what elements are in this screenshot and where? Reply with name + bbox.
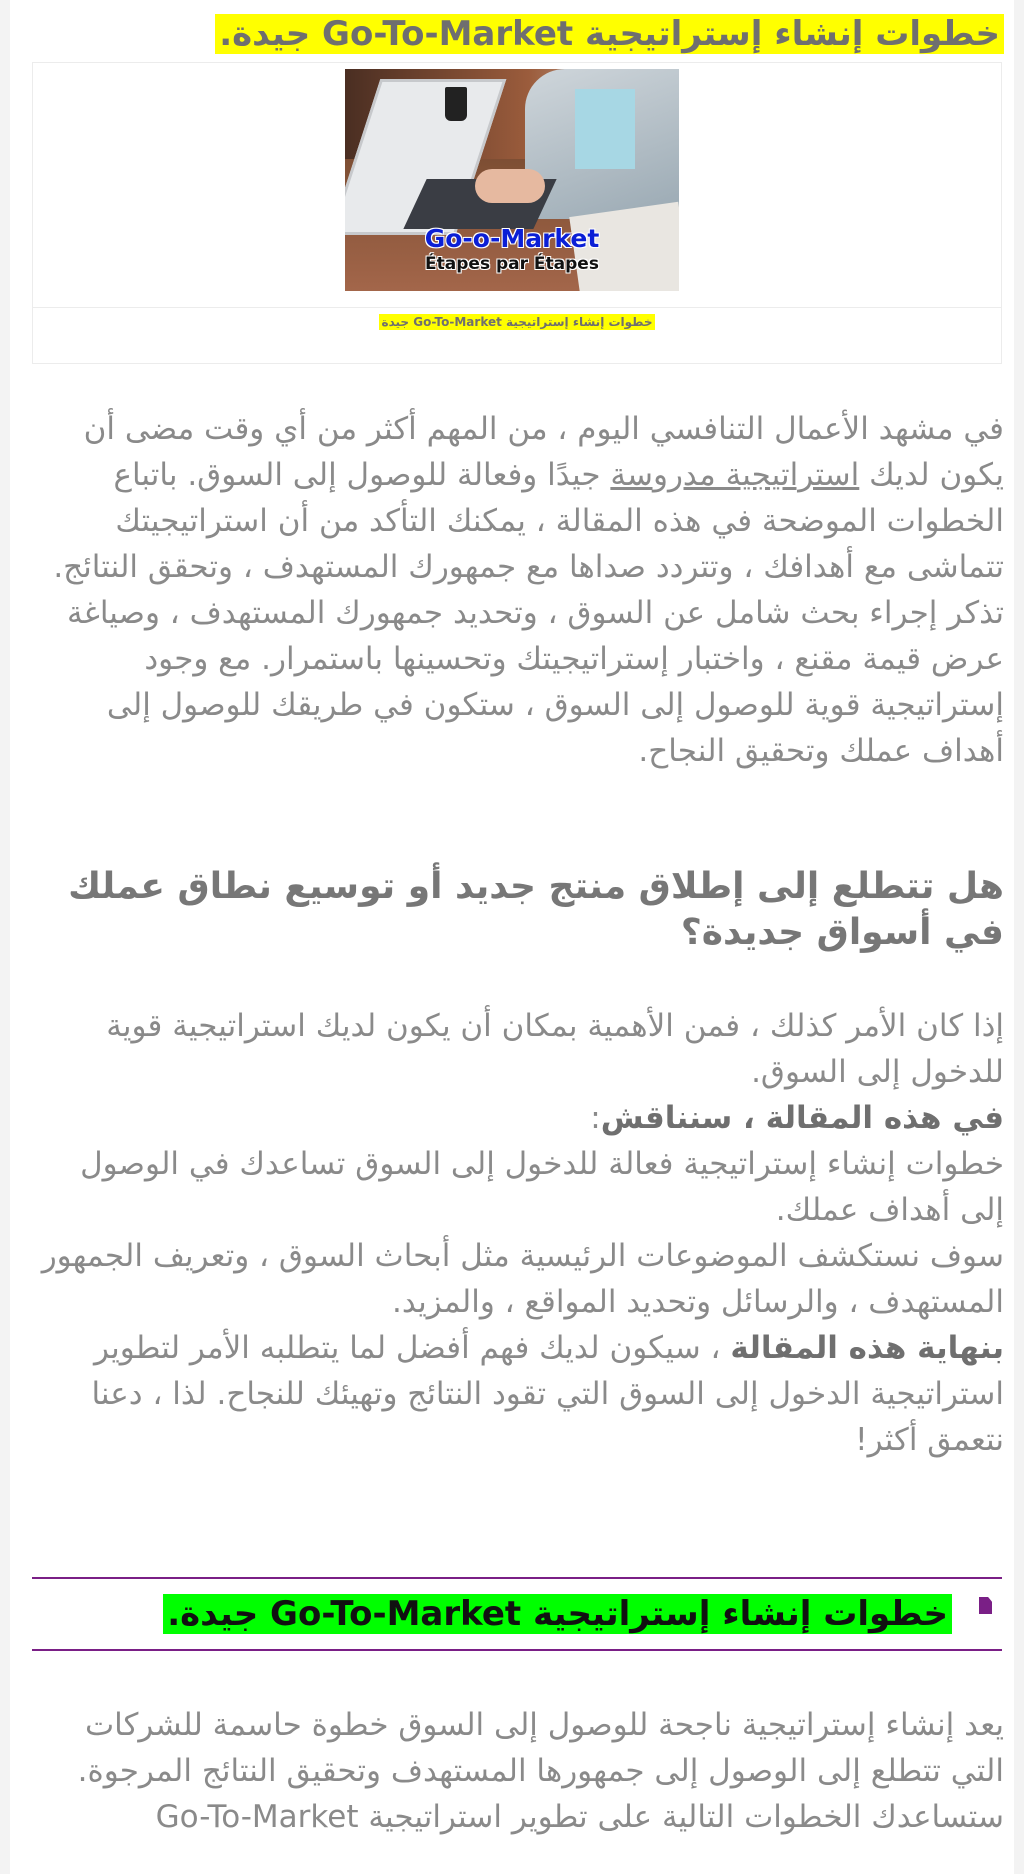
image-hands	[475, 169, 545, 203]
figure-divider	[33, 307, 1001, 308]
strategy-link[interactable]: استراتيجية مدروسة	[610, 457, 860, 493]
image-cup	[445, 87, 467, 121]
document-icon	[979, 1597, 992, 1614]
body-line-2: خطوات إنشاء إستراتيجية فعالة للدخول إلى السوق تساعدك في الوصول إلى أهداف عملك.	[80, 1146, 1004, 1228]
body-paragraph	[32, 1003, 1004, 1463]
body-line-3: سوف نستكشف الموضوعات الرئيسية مثل أبحاث السوق ، وتعريف الجمهور المستهدف ، والرسائل وتحديد المواقع ، والمزيد.	[41, 1238, 1004, 1320]
figure-caption-text: خطوات إنشاء إستراتيجية Go-To-Market جيدة	[381, 315, 653, 329]
article-title-text: خطوات إنشاء إستراتيجية Go-To-Market جيدة.	[215, 14, 1004, 54]
featured-figure	[32, 62, 1002, 364]
featured-image[interactable]	[345, 69, 679, 291]
body-bold-2: بنهاية هذه المقالة	[730, 1330, 1004, 1366]
section-paragraph: يعد إنشاء إستراتيجية ناجحة للوصول إلى السوق خطوة حاسمة للشركات التي تتطلع إلى الوصول إلى جمهورها المستهدف وتحقيق النتائج المرجوة. ستساعدك الخطوات التالية على تطوير استراتيجية Go-To-Market	[77, 1707, 1004, 1835]
body-line-4-text: ، سيكون لديك فهم أفضل لما يتطلبه الأمر لتطوير استراتيجية الدخول إلى السوق التي تقود النتائج وتهيئك للنجاح. لذا ، دعنا نتعمق أكثر!	[91, 1330, 1004, 1458]
body-line-4	[32, 1325, 1004, 1463]
body-line-bold-1	[32, 1095, 1004, 1141]
article-page	[10, 0, 1014, 1874]
intro-text-before: في مشهد الأعمال التنافسي اليوم ، من المهم أكثر من أي وقت مضى أن يكون لديك	[83, 411, 1004, 493]
body-line-1: إذا كان الأمر كذلك ، فمن الأهمية بمكان أن يكون لديك استراتيجية قوية للدخول إلى السوق.	[106, 1008, 1004, 1090]
image-title: Go-o-Market	[424, 224, 600, 253]
intro-paragraph	[32, 406, 1004, 774]
body-bold-1: في هذه المقالة ، سنناقش	[600, 1100, 1004, 1136]
figure-caption	[33, 315, 1001, 329]
body-colon: :	[590, 1100, 601, 1136]
intro-text-after: جيدًا وفعالة للوصول إلى السوق. باتباع الخطوات الموضحة في هذه المقالة ، يمكنك التأكد من أن استراتيجيتك تتماشى مع أهدافك ، وتتردد صداها مع جمهورك المستهدف ، وتحقق النتائج. تذكر إجراء بحث شامل عن السوق ، وتحديد جمهورك المستهدف ، وصياغة عرض قيمة مقنع ، واختبار إستراتيجيتك وتحسينها باستمرار. مع وجود إستراتيجية قوية للوصول إلى السوق ، ستكون في طريقك للوصول إلى أهداف عملك وتحقيق النجاح.	[53, 457, 1004, 769]
section-heading	[163, 1591, 952, 1637]
question-heading: هل تتطلع إلى إطلاق منتج جديد أو توسيع نطاق عملك في أسواق جديدة؟	[68, 866, 1004, 953]
section-heading-text: خطوات إنشاء إستراتيجية Go-To-Market جيدة.	[163, 1594, 952, 1634]
section-heading-box	[32, 1577, 1002, 1651]
article-title	[32, 6, 1004, 62]
image-subtitle: Étapes par Étapes	[425, 254, 599, 274]
image-shirt	[575, 89, 635, 169]
